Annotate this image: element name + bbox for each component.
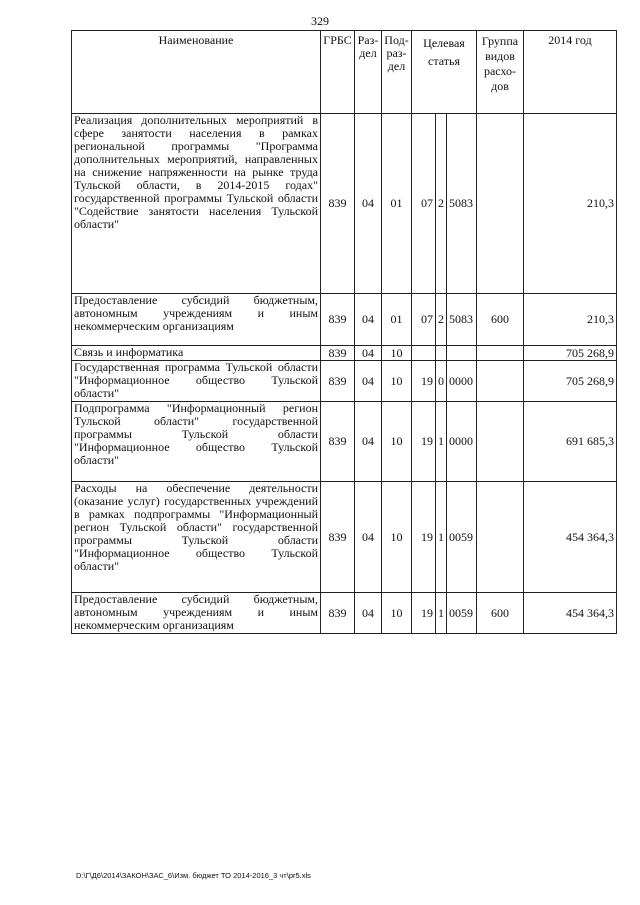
table-row [72, 402, 617, 482]
row-target-subprogram: 2 [436, 114, 447, 294]
row-grbs: 839 [321, 346, 355, 361]
row-name: Предоставление субсидий бюджетным, автономным учреждениям и иным некоммерческим организациям [72, 593, 321, 634]
row-name: Предоставление субсидий бюджетным, автономным учреждениям и иным некоммерческим организациям [72, 294, 321, 346]
row-razdel: 04 [355, 482, 382, 593]
header-podrazdel: Под- раз- дел [382, 31, 412, 114]
page-number: 329 [311, 14, 329, 28]
row-expense-group [477, 346, 524, 361]
row-target-program: 07 [412, 114, 436, 294]
row-amount: 210,3 [524, 294, 617, 346]
row-target-code: 0000 [447, 361, 477, 402]
table-row [72, 346, 617, 361]
budget-table [71, 30, 617, 634]
row-razdel: 04 [355, 294, 382, 346]
row-name: Реализация дополнительных мероприятий в сфере занятости населения в рамках региональной программы "Программа дополнительных мероприятий, направленных на снижение напряженности на рынке труда Тульской области, в 2014-2015 годах" государственной программы Тульской области "Содействие занятости населения Тульской области" [72, 114, 321, 294]
row-target-subprogram: 1 [436, 482, 447, 593]
table-row [72, 482, 617, 593]
row-target-subprogram: 0 [436, 361, 447, 402]
row-target-code: 5083 [447, 294, 477, 346]
row-target-code: 5083 [447, 114, 477, 294]
row-target-code: 0000 [447, 402, 477, 482]
row-target-program: 19 [412, 482, 436, 593]
row-podrazdel: 10 [382, 482, 412, 593]
header-year-2014: 2014 год [524, 31, 617, 114]
row-target-subprogram: 1 [436, 593, 447, 634]
row-name: Связь и информатика [72, 346, 321, 361]
row-amount: 705 268,9 [524, 361, 617, 402]
file-path-footer: D:\Г\Д6\2014\ЗАКОН\ЗАС_6\Изм. бюджет ТО 2014-2016_3 чт\pr5.xls [76, 871, 311, 880]
row-target-subprogram [436, 346, 447, 361]
row-expense-group: 600 [477, 593, 524, 634]
row-grbs: 839 [321, 402, 355, 482]
header-grbs: ГРБС [321, 31, 355, 114]
row-grbs: 839 [321, 114, 355, 294]
table-row [72, 361, 617, 402]
row-podrazdel: 10 [382, 402, 412, 482]
row-target-program: 19 [412, 402, 436, 482]
row-grbs: 839 [321, 361, 355, 402]
row-expense-group [477, 482, 524, 593]
row-podrazdel: 10 [382, 361, 412, 402]
row-amount: 210,3 [524, 114, 617, 294]
row-expense-group [477, 402, 524, 482]
row-target-code: 0059 [447, 482, 477, 593]
row-target-program: 19 [412, 361, 436, 402]
header-expense-group: Группа видов расхо- дов [477, 31, 524, 114]
header-target-article: Целевая статья [412, 31, 477, 114]
row-target-code: 0059 [447, 593, 477, 634]
row-amount: 691 685,3 [524, 402, 617, 482]
header-name: Наименование [72, 31, 321, 114]
row-name: Расходы на обеспечение деятельности (оказание услуг) государственных учреждений в рамках подпрограммы "Информационный регион Тульской области" государственной программы Тульской области "Информационное общество Тульской области" [72, 482, 321, 593]
row-target-subprogram: 1 [436, 402, 447, 482]
row-amount: 705 268,9 [524, 346, 617, 361]
row-razdel: 04 [355, 402, 382, 482]
table-row [72, 114, 617, 294]
row-target-program: 19 [412, 593, 436, 634]
row-razdel: 04 [355, 346, 382, 361]
row-target-program [412, 346, 436, 361]
row-target-code [447, 346, 477, 361]
table-row [72, 593, 617, 634]
row-podrazdel: 01 [382, 294, 412, 346]
row-expense-group: 600 [477, 294, 524, 346]
row-grbs: 839 [321, 593, 355, 634]
row-name: Подпрограмма "Информационный регион Тульской области" государственной программы Тульской области "Информационное общество Тульской области" [72, 402, 321, 482]
row-expense-group [477, 114, 524, 294]
row-razdel: 04 [355, 361, 382, 402]
row-grbs: 839 [321, 482, 355, 593]
row-amount: 454 364,3 [524, 482, 617, 593]
row-razdel: 04 [355, 593, 382, 634]
header-razdel: Раз- дел [355, 31, 382, 114]
row-target-subprogram: 2 [436, 294, 447, 346]
row-expense-group [477, 361, 524, 402]
table-row [72, 294, 617, 346]
row-podrazdel: 10 [382, 593, 412, 634]
row-razdel: 04 [355, 114, 382, 294]
row-name: Государственная программа Тульской области "Информационное общество Тульской области" [72, 361, 321, 402]
table-header-row [72, 31, 617, 114]
row-podrazdel: 01 [382, 114, 412, 294]
row-amount: 454 364,3 [524, 593, 617, 634]
row-grbs: 839 [321, 294, 355, 346]
row-podrazdel: 10 [382, 346, 412, 361]
row-target-program: 07 [412, 294, 436, 346]
